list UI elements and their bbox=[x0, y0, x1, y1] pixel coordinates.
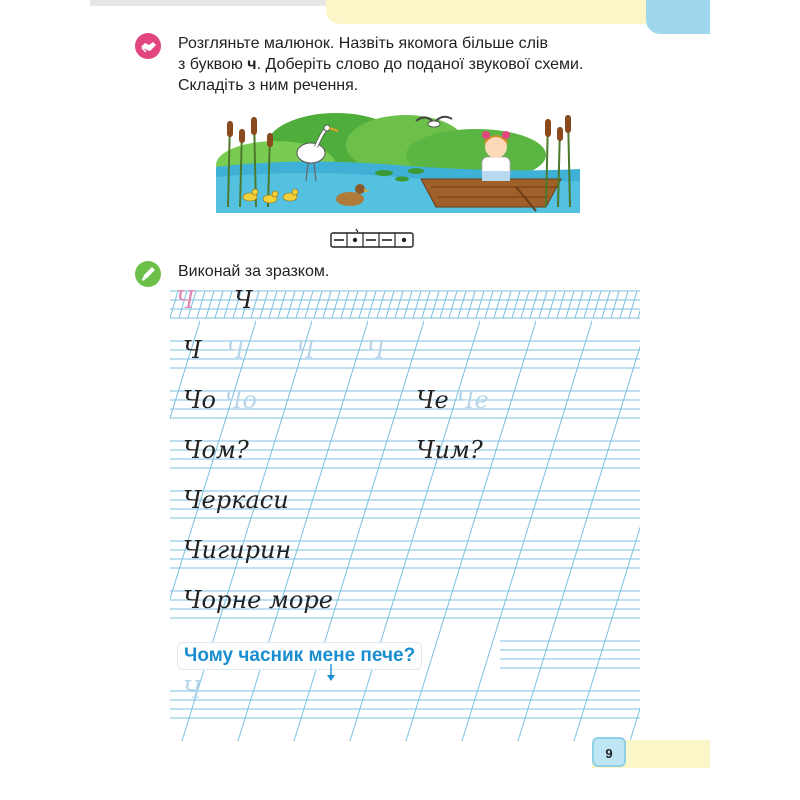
slant-line bbox=[386, 291, 394, 318]
writing-row4-right: Чим? bbox=[416, 436, 483, 464]
writing-row3-left: Чо bbox=[183, 386, 216, 414]
lake-illustration bbox=[216, 107, 580, 213]
writing-row3-left-trace: Чо bbox=[224, 386, 257, 414]
slant-line bbox=[197, 291, 205, 318]
slant-line bbox=[206, 291, 214, 318]
pen-icon bbox=[135, 261, 161, 287]
slant-line bbox=[422, 291, 430, 318]
task1-line2 bbox=[178, 54, 648, 75]
slant-line bbox=[566, 291, 574, 318]
slant-line bbox=[359, 291, 367, 318]
slant-line bbox=[638, 291, 640, 318]
task1-line3: Складіть з ним речення. bbox=[178, 77, 359, 94]
slant-line bbox=[269, 291, 277, 318]
writing-row7: Чорне море bbox=[183, 586, 333, 614]
slant-line bbox=[377, 291, 385, 318]
writing-row1-sample-a: Ч bbox=[176, 286, 195, 314]
slant-line bbox=[332, 291, 340, 318]
writing-row6: Чигирин bbox=[183, 536, 292, 564]
slant-line bbox=[462, 321, 592, 741]
slant-line bbox=[431, 291, 439, 318]
writing-row2-sample: Ч bbox=[183, 336, 202, 364]
slant-line bbox=[224, 291, 232, 318]
slant-line bbox=[294, 321, 424, 741]
slant-line bbox=[305, 291, 313, 318]
writing-row4-left: Чом? bbox=[183, 436, 249, 464]
slant-line bbox=[574, 321, 640, 741]
slant-line bbox=[467, 291, 475, 318]
sound-scheme bbox=[330, 228, 414, 250]
slant-line bbox=[575, 291, 583, 318]
task1-line1: Розгляньте малюнок. Назвіть якомога більше слів bbox=[178, 35, 548, 52]
slant-line bbox=[620, 291, 628, 318]
slant-line bbox=[404, 291, 412, 318]
slant-line bbox=[449, 291, 457, 318]
task1-line2-pre: з буквою bbox=[178, 56, 248, 73]
question-sentence: Чому часник мене пече? bbox=[177, 642, 422, 670]
writing-row9-trace: Ч bbox=[183, 676, 202, 704]
writing-row3-right-trace: Че bbox=[456, 386, 489, 414]
page-number: 9 bbox=[592, 737, 626, 767]
slant-line bbox=[485, 291, 493, 318]
slant-line bbox=[215, 291, 223, 318]
header-yellow-tab bbox=[326, 0, 646, 24]
task1-instruction bbox=[178, 33, 648, 96]
slant-line bbox=[278, 291, 286, 318]
slant-line bbox=[518, 321, 640, 741]
slant-line bbox=[458, 291, 466, 318]
slant-line bbox=[440, 291, 448, 318]
slant-line bbox=[260, 291, 268, 318]
slant-line bbox=[350, 291, 358, 318]
writing-row3-right: Че bbox=[416, 386, 449, 414]
header-blue-tab bbox=[646, 0, 710, 34]
slant-line bbox=[287, 291, 295, 318]
slant-line bbox=[494, 291, 502, 318]
slant-line bbox=[593, 291, 601, 318]
handshake-icon bbox=[135, 33, 161, 59]
slant-line bbox=[323, 291, 331, 318]
slant-line bbox=[512, 291, 520, 318]
slant-line bbox=[611, 291, 619, 318]
slant-line bbox=[395, 291, 403, 318]
slant-line bbox=[350, 321, 480, 741]
slant-line bbox=[296, 291, 304, 318]
slant-line bbox=[602, 291, 610, 318]
slant-line bbox=[476, 291, 484, 318]
slant-line bbox=[238, 321, 368, 741]
writing-row1-sample-b: Ч bbox=[234, 286, 253, 314]
slant-line bbox=[629, 291, 637, 318]
slant-line bbox=[530, 291, 538, 318]
slant-line bbox=[406, 321, 536, 741]
writing-row5: Черкаси bbox=[183, 486, 289, 514]
task2-instruction: Виконай за зразком. bbox=[178, 263, 330, 280]
slant-line bbox=[548, 291, 556, 318]
slant-line bbox=[341, 291, 349, 318]
writing-row2-trace: Ч Ч Ч bbox=[226, 336, 407, 364]
stress-arrow-icon bbox=[326, 664, 336, 682]
slant-line bbox=[314, 291, 322, 318]
slant-line bbox=[503, 291, 511, 318]
slant-line bbox=[521, 291, 529, 318]
slant-line bbox=[584, 291, 592, 318]
slant-line bbox=[368, 291, 376, 318]
task1-line2-post: . Доберіть слово до поданої звукової схеми. bbox=[256, 56, 584, 73]
slant-line bbox=[557, 291, 565, 318]
task1-letter: ч bbox=[247, 56, 257, 73]
slant-line bbox=[413, 291, 421, 318]
slant-line bbox=[539, 291, 547, 318]
